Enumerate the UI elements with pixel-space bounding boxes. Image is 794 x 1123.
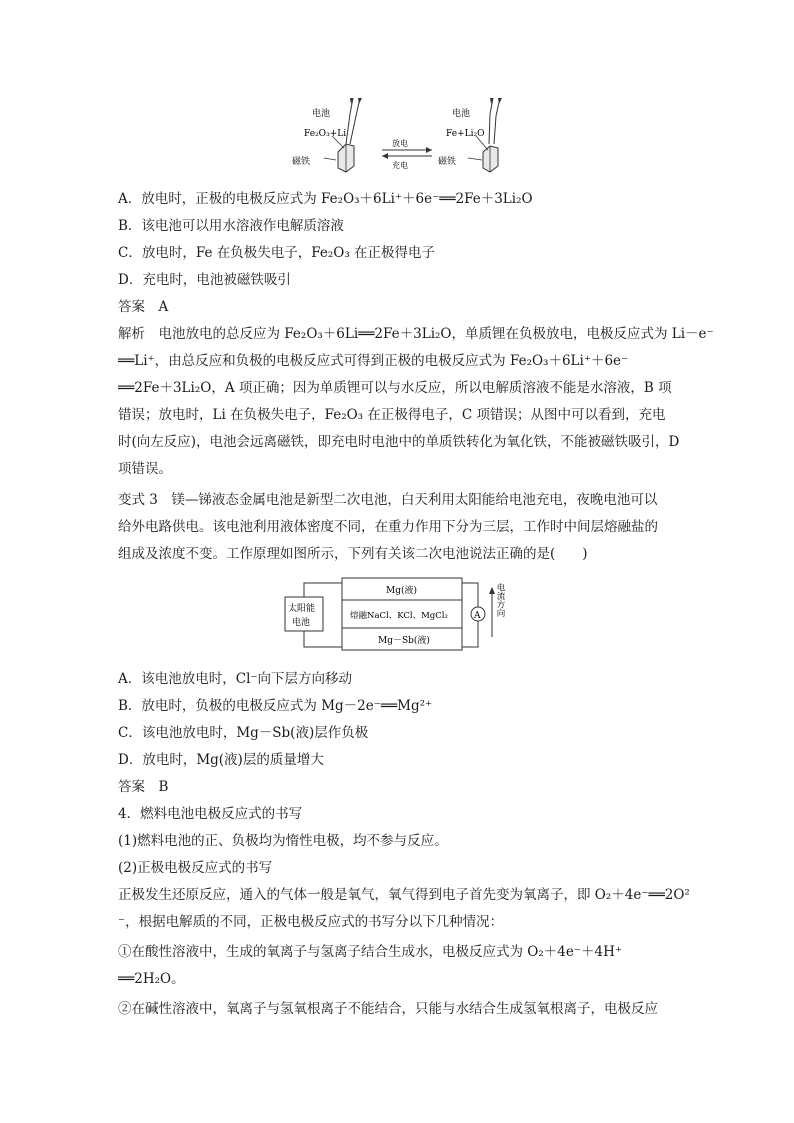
q1-option-a: A．放电时，正极的电极反应式为 Fe₂O₃＋6Li⁺＋6e⁻══2Fe＋3Li₂O: [118, 191, 533, 207]
solar-cell-label-1: 太阳能: [288, 604, 316, 614]
layer-middle-label: 熔融NaCl、KCl、MgCl₂: [350, 611, 448, 621]
left-battery-label: 电池: [312, 109, 331, 119]
right-magnet-label: 磁铁: [438, 157, 457, 167]
right-material-label: Fe+Li₂O: [446, 129, 485, 139]
variant3-option-a: A．该电池放电时，Cl⁻向下层方向移动: [118, 671, 353, 687]
q1-option-d: D．充电时，电池被磁铁吸引: [118, 272, 291, 288]
variant3-answer: 答案 B: [118, 779, 169, 795]
variant3-option-b: B．放电时，负极的电极反应式为 Mg－2e⁻══Mg²⁺: [118, 698, 433, 714]
current-direction-label: 电流方向: [495, 583, 505, 617]
case-basic: ②在碱性溶液中，氧离子与氢氧根离子不能结合，只能与水结合生成氢氧根离子，电极反应: [118, 1001, 658, 1017]
variant3-stem-line: 组成及浓度不变。工作原理如图所示，下列有关该二次电池说法正确的是( ): [118, 546, 588, 562]
section-subheading: (2)正极电极反应式的书写: [118, 860, 273, 876]
q1-analysis-line: 错误；放电时，Li 在负极失电子，Fe₂O₃ 在正极得电子，C 项错误；从图中可以看到，充电: [118, 407, 666, 423]
variant3-option-c: C．该电池放电时，Mg－Sb(液)层作负极: [118, 725, 369, 741]
case-acidic: ①在酸性溶液中，生成的氧离子与氢离子结合生成水，电极反应式为 O₂＋4e⁻＋4H⁺: [118, 944, 622, 960]
q1-option-c: C．放电时，Fe 在负极失电子，Fe₂O₃ 在正极得电子: [118, 245, 436, 261]
q1-option-b: B．该电池可以用水溶液作电解质溶液: [118, 218, 344, 234]
case-acidic: ══2H₂O。: [118, 971, 185, 987]
liquid-metal-battery-figure: [282, 573, 522, 658]
right-battery-label: 电池: [452, 109, 471, 119]
q1-answer: 答案 A: [118, 299, 169, 315]
layer-bottom-label: Mg－Sb(液): [378, 636, 430, 646]
variant3-stem-line: 给外电路供电。该电池利用液体密度不同，在重力作用下分为三层，工作时中间层熔融盐的: [118, 519, 658, 535]
section-title: 4．燃料电池电极反应式的书写: [118, 806, 303, 822]
q1-analysis-line: ══2Fe＋3Li₂O，A 项正确；因为单质锂可以与水反应，所以电解质溶液不能是水溶液，B 项: [118, 380, 672, 396]
battery-magnet-figure: [280, 96, 520, 176]
q1-analysis-line: 解析 电池放电的总反应为 Fe₂O₃＋6Li══2Fe＋3Li₂O，单质锂在负极放电，电极反应式为 Li－e⁻: [118, 326, 714, 342]
layer-top-label: Mg(液): [386, 586, 417, 596]
section-paragraph: ⁻，根据电解质的不同，正极电极反应式的书写分以下几种情况：: [118, 914, 504, 930]
section-paragraph: 正极发生还原反应，通入的气体一般是氧气，氧气得到电子首先变为氧离子，即 O₂＋4e⁻══2O²: [118, 887, 690, 903]
variant3-stem-line: 变式 3 镁—锑液态金属电池是新型二次电池，白天利用太阳能给电池充电，夜晚电池可以: [118, 492, 658, 508]
left-material-label: Fe₂O₃+Li: [304, 129, 347, 139]
q1-analysis-line: 时(向左反应)，电池会远离磁铁，即充电时电池中的单质铁转化为氧化铁，不能被磁铁吸引，D: [118, 434, 680, 450]
discharge-label: 放电: [392, 139, 408, 148]
solar-cell-label-2: 电池: [292, 618, 311, 628]
q1-analysis-line: 项错误。: [118, 461, 172, 477]
section-paragraph: (1)燃料电池的正、负极均为惰性电极，均不参与反应。: [118, 833, 448, 849]
ammeter-label: A: [474, 611, 481, 621]
variant3-option-d: D．放电时，Mg(液)层的质量增大: [118, 752, 324, 768]
left-magnet-label: 磁铁: [292, 157, 311, 167]
q1-analysis-line: ══Li⁺，由总反应和负极的电极反应式可得到正极的电极反应式为 Fe₂O₃＋6Li⁺＋6e⁻: [118, 353, 629, 369]
charge-label: 充电: [392, 161, 408, 170]
